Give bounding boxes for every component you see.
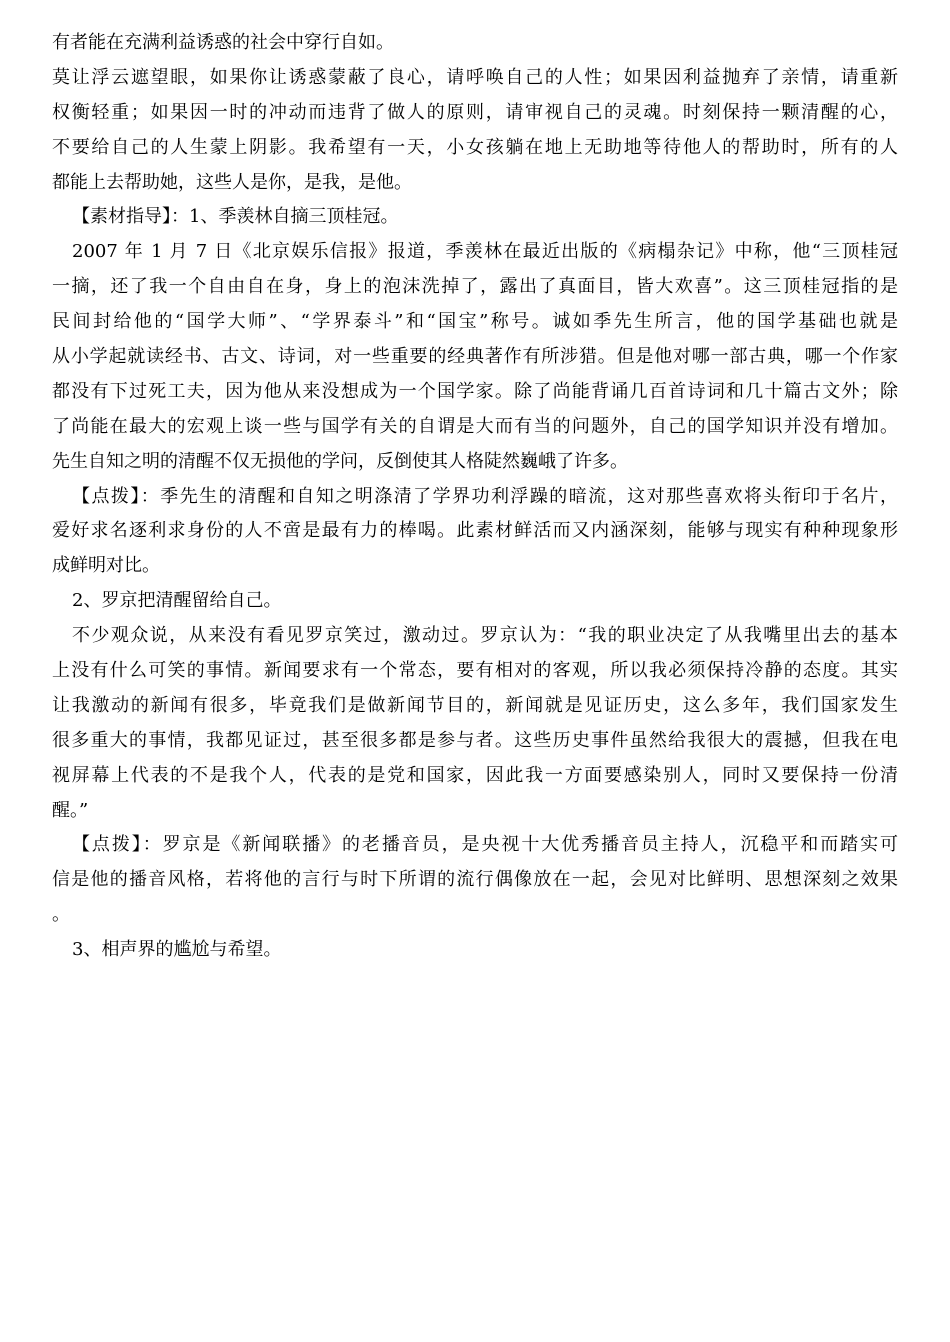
text-line: 都能上去帮助她，这些人是你，是我，是他。 — [52, 171, 412, 193]
text-line: 让我激动的新闻有很多，毕竟我们是做新闻节目的，新闻就是见证历史，这么多年，我们国家发生 — [52, 694, 898, 716]
document-page — [52, 26, 898, 968]
document-body — [52, 26, 898, 968]
text-line: 有者能在充满利益诱惑的社会中穿行自如。 — [52, 32, 394, 53]
text-line: 很多重大的事情，我都见证过，甚至很多都是参与者。这些历史事件虽然给我很大的震撼，但我在电 — [52, 729, 898, 751]
text-line: 民间封给他的“国学大师”、“学界泰斗”和“国宝”称号。诚如季先生所言，他的国学基础也就是 — [52, 311, 898, 333]
text-line: 。 — [52, 904, 70, 926]
text-line: 上没有什么可笑的事情。新闻要求有一个常态，要有相对的客观，所以我必须保持冷静的态度。其实 — [52, 660, 898, 682]
text-line: 先生自知之明的清醒不仅无损他的学问，反倒使其人格陡然巍峨了许多。 — [52, 450, 628, 472]
text-line: 都没有下过死工夫，因为他从来没想成为一个国学家。除了尚能背诵几百首诗词和几十篇古文外；除 — [52, 380, 898, 402]
text-line: 【点拨】：季先生的清醒和自知之明涤清了学界功利浮躁的暗流，这对那些喜欢将头衔印于名片， — [72, 485, 898, 507]
text-line: 了尚能在最大的宏观上谈一些与国学有关的自谓是大而有当的问题外，自己的国学知识并没有增加。 — [52, 415, 898, 437]
text-line: 2007 年 1 月 7 日《北京娱乐信报》报道，季羡林在最近出版的《病榻杂记》中称，他“三顶桂冠 — [72, 241, 898, 263]
text-line: 醒。” — [52, 799, 89, 821]
text-line: 信是他的播音风格，若将他的言行与时下所谓的流行偶像放在一起，会见对比鲜明、思想深刻之效果 — [52, 869, 898, 891]
text-line: 3、相声界的尴尬与希望。 — [72, 939, 282, 961]
text-line: 一摘，还了我一个自由自在身，身上的泡沫洗掉了，露出了真面目，皆大欢喜”。这三顶桂冠指的是 — [52, 276, 898, 298]
text-line: 2、罗京把清醒留给自己。 — [72, 590, 282, 612]
text-line: 【点拨】：罗京是《新闻联播》的老播音员，是央视十大优秀播音员主持人，沉稳平和而踏实可 — [72, 834, 898, 856]
text-line: 不要给自己的人生蒙上阴影。我希望有一天，小女孩躺在地上无助地等待他人的帮助时，所有的人 — [52, 136, 898, 158]
text-line: 视屏幕上代表的不是我个人，代表的是党和国家，因此我一方面要感染别人，同时又要保持一份清 — [52, 764, 898, 786]
text-line: 权衡轻重；如果因一时的冲动而违背了做人的原则，请审视自己的灵魂。时刻保持一颗清醒的心， — [52, 101, 898, 123]
text-line: 从小学起就读经书、古文、诗词，对一些重要的经典著作有所涉猎。但是他对哪一部古典，哪一个作家 — [52, 346, 898, 368]
text-line: 不少观众说，从来没有看见罗京笑过，激动过。罗京认为：“我的职业决定了从我嘴里出去的基本 — [72, 625, 898, 647]
text-line: 成鲜明对比。 — [52, 555, 160, 577]
text-line: 爱好求名逐利求身份的人不啻是最有力的棒喝。此素材鲜活而又内涵深刻，能够与现实有种种现象形 — [52, 520, 898, 542]
text-line: 莫让浮云遮望眼，如果你让诱惑蒙蔽了良心，请呼唤自己的人性；如果因利益抛弃了亲情，请重新 — [52, 66, 898, 88]
text-line: 【素材指导】：1、季羡林自摘三顶桂冠。 — [72, 206, 399, 228]
